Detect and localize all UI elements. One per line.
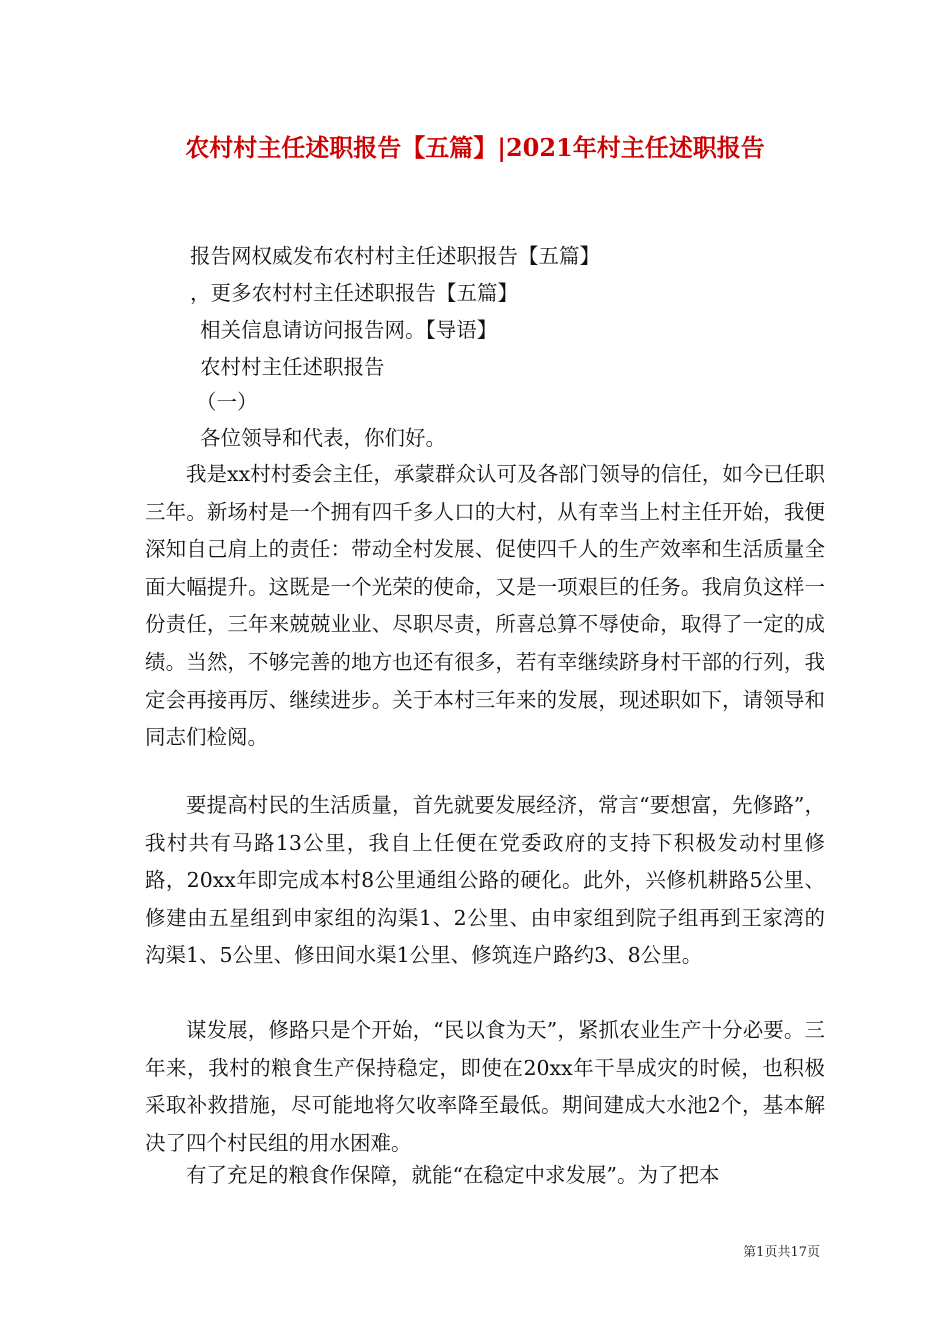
subtitle: 农村村主任述职报告: [200, 355, 385, 379]
section-number: （一）: [196, 390, 258, 414]
paragraph-1: 我是xx村村委会主任，承蒙群众认可及各部门领导的信任，如今已任职三年。新场村是一个拥有四千多人口的大村，从有幸当上村主任开始，我便深知自己肩上的责任：带动全村发展、促使四千人的生产效率和生活质量全面大幅提升。这既是一个光荣的使命，又是一项艰巨的任务。我肩负这样一份责任，三年来兢兢业业、尽职尽责，所喜总算不辱使命，取得了一定的成绩。当然，不够完善的地方也还有很多，若有幸继续跻身村干部的行列，我定会再接再厉、继续进步。关于本村三年来的发展，现述职如下，请领导和同志们检阅。: [145, 462, 825, 750]
page-number: 第1页共17页: [743, 1245, 820, 1260]
intro-line-3: 相关信息请访问报告网。【导语】: [200, 318, 498, 342]
paragraph-3: 谋发展，修路只是个开始，“民以食为天”，紧抓农业生产十分必要。三年来，我村的粮食生产保持稳定，即使在20xx年干旱成灾的时候，也积极采取补救措施，尽可能地将欠收率降至最低。期间建成大水池2个，基本解决了四个村民组的用水困难。: [145, 1018, 825, 1155]
intro-line-1: 报告网权威发布农村村主任述职报告【五篇】: [190, 244, 600, 268]
document-title: 农村村主任述职报告【五篇】|2021年村主任述职报告: [185, 133, 765, 162]
paragraph-4: 有了充足的粮食作保障，就能“在稳定中求发展”。为了把本: [186, 1163, 720, 1187]
greeting: 各位领导和代表，你们好。: [200, 426, 446, 450]
intro-line-2: ，更多农村村主任述职报告【五篇】: [190, 281, 518, 305]
paragraph-2: 要提高村民的生活质量，首先就要发展经济，常言“要想富，先修路”，我村共有马路13公里，我自上任便在党委政府的支持下积极发动村里修路，20xx年即完成本村8公里通组公路的硬化。此外，兴修机耕路5公里、修建由五星组到申家组的沟渠1、2公里、由申家组到院子组再到王家湾的沟渠1、5公里、修田间水渠1公里、修筑连户路约3、8公里。: [145, 793, 825, 968]
